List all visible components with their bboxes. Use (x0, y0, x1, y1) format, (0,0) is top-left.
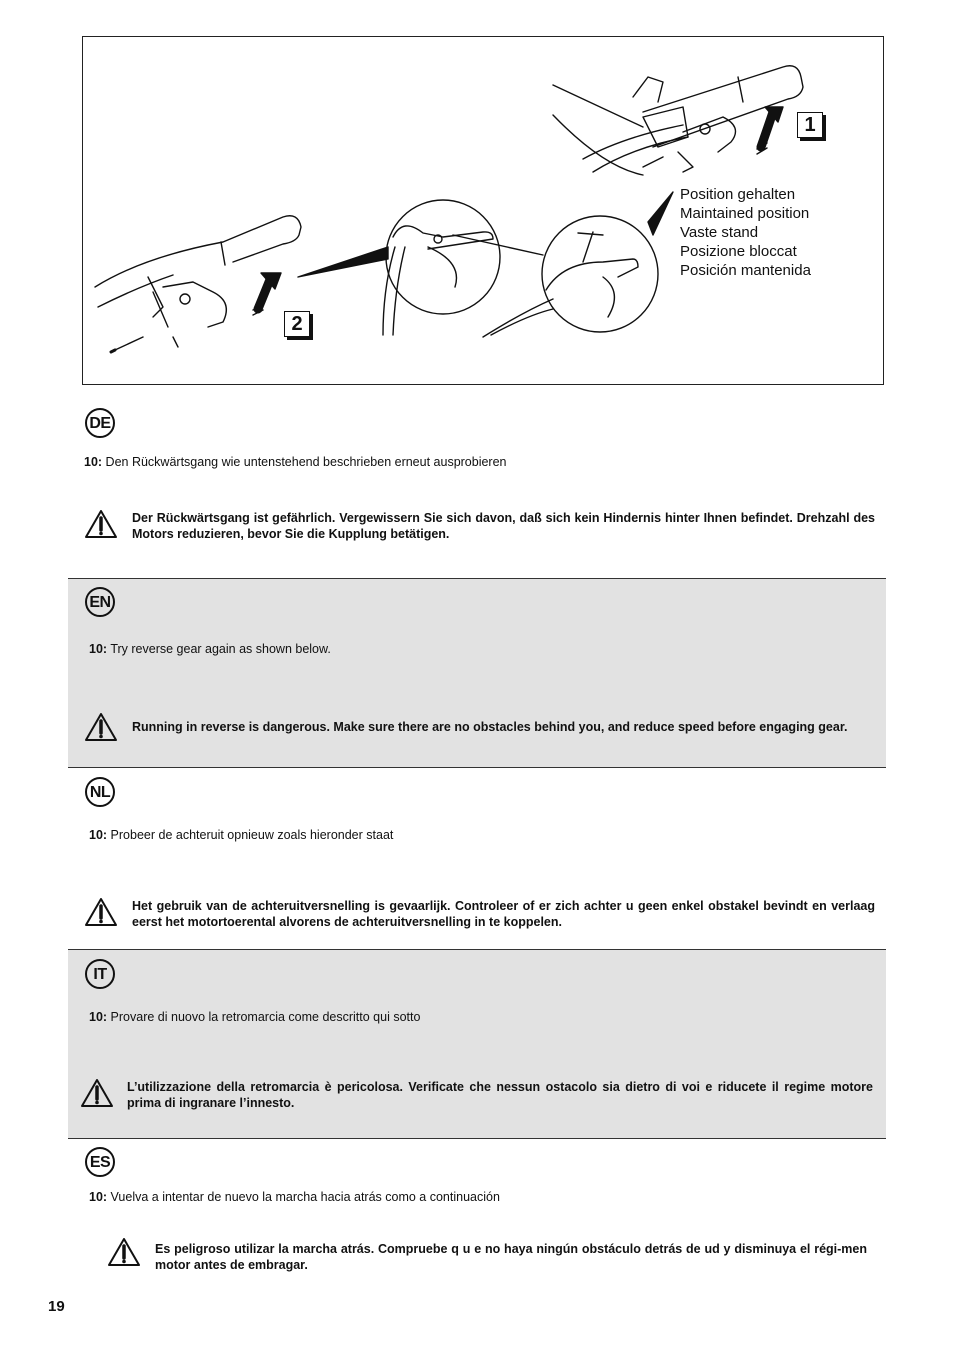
position-label-nl: Vaste stand (680, 224, 759, 241)
page-number: 19 (48, 1298, 65, 1315)
step-text: Probeer de achteruit opnieuw zoals hieronder staat (107, 828, 394, 842)
step-instruction-nl (89, 828, 393, 842)
step-marker-1: 1 (797, 112, 823, 138)
language-badge-es: ES (85, 1147, 115, 1177)
warning-text-it: L’utilizzazione della retromarcia è pericolosa. Verificate che nessun ostacolo sia dietro di voi e riducete il regime motore prima di ingranare l’innesto. (127, 1080, 873, 1110)
handlebar-illustration (82, 36, 884, 385)
step-number: 10: (89, 1190, 108, 1204)
position-label-es: Posición mantenida (680, 262, 811, 279)
language-badge-it: IT (85, 959, 115, 989)
position-labels (680, 185, 811, 280)
warning-triangle-icon (107, 1237, 141, 1267)
step-marker-2: 2 (284, 311, 310, 337)
step-text: Provare di nuovo la retromarcia come descritto qui sotto (107, 1010, 421, 1024)
step-number: 10: (84, 455, 103, 469)
step-instruction-it (89, 1010, 420, 1024)
warning-text-nl: Het gebruik van de achteruitversnelling is gevaarlijk. Controleer of er zich achter u geen enkel obstakel bevindt en verlaag eerst het motortoerental alvorens de achteruitversnelling in te koppelen. (132, 899, 875, 929)
position-label-de: Position gehalten (680, 186, 796, 203)
warning-text-es: Es peligroso utilizar la marcha atrás. Compruebe q u e no haya ningún obstáculo detrás de ud y disminuya el régi-men motor antes de embragar. (155, 1242, 867, 1272)
position-label-it: Posizione bloccat (680, 243, 797, 260)
section-en (68, 578, 886, 768)
warning-text-de: Der Rückwärtsgang ist gefährlich. Vergewissern Sie sich davon, daß sich kein Hindernis hinter Ihnen befindet. Drehzahl des Motors reduzieren, bevor Sie die Kupplung betätigen. (132, 511, 875, 541)
language-badge-nl: NL (85, 777, 115, 807)
warning-triangle-icon (84, 509, 118, 539)
step-number: 10: (89, 642, 108, 656)
step-instruction-es (89, 1190, 500, 1204)
section-it (68, 949, 886, 1139)
step-number: 10: (89, 828, 108, 842)
warning-text-en: Running in reverse is dangerous. Make sure there are no obstacles behind you, and reduce speed before engaging gear. (132, 720, 848, 734)
step-text: Try reverse gear again as shown below. (107, 642, 331, 656)
step-number: 10: (89, 1010, 108, 1024)
step-text: Vuelva a intentar de nuevo la marcha hacia atrás como a continuación (107, 1190, 500, 1204)
step-instruction-de (84, 455, 507, 469)
section-de (68, 392, 886, 572)
warning-triangle-icon (84, 712, 118, 742)
language-badge-en: EN (85, 587, 115, 617)
warning-triangle-icon (80, 1078, 114, 1108)
step-instruction-en (89, 642, 331, 656)
step-text: Den Rückwärtsgang wie untenstehend beschrieben erneut ausprobieren (102, 455, 507, 469)
section-nl (68, 767, 886, 949)
warning-triangle-icon (84, 897, 118, 927)
section-es (68, 1138, 886, 1288)
position-label-en: Maintained position (680, 205, 810, 222)
language-badge-de: DE (85, 408, 115, 438)
